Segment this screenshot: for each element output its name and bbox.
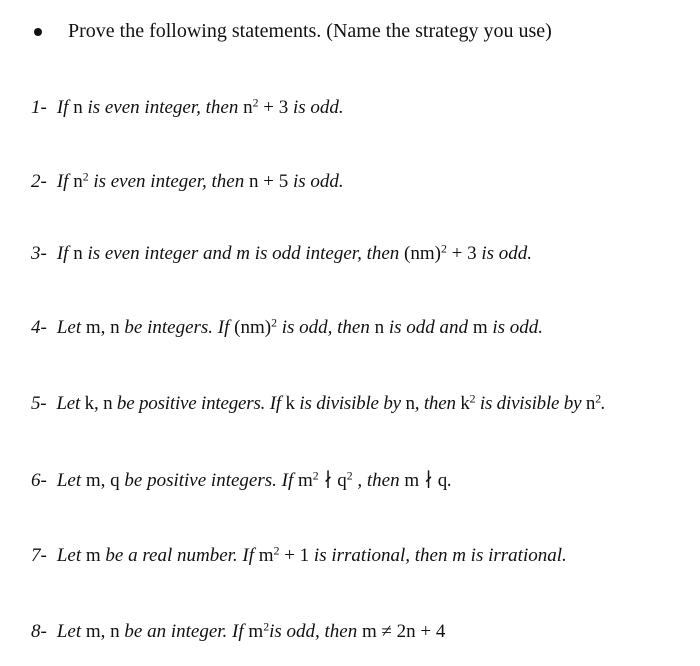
instructions-header	[30, 20, 552, 43]
statement-text: .	[447, 470, 452, 491]
statement-text: is even integer and m is odd integer, then	[82, 243, 405, 264]
statement-4	[31, 317, 543, 339]
statement-text: Let	[56, 621, 86, 642]
math-expression: n	[73, 243, 83, 264]
statement-text: is odd.	[288, 171, 344, 192]
math-expression: m, n	[85, 317, 120, 338]
statement-text: be a real number. If	[100, 545, 259, 566]
math-expression: m, q	[85, 470, 120, 491]
statement-number: 4-	[31, 317, 47, 338]
math-expression: + 3	[258, 97, 289, 118]
exponent: 2	[271, 316, 277, 330]
exponent: 2	[312, 469, 319, 483]
statement-text: is odd, then	[269, 621, 362, 642]
statement-text: is odd and	[384, 317, 473, 338]
statement-text: is irrational, then m is irrational.	[309, 545, 567, 566]
statement-text: is even integer, then	[88, 171, 249, 192]
exponent: 2	[346, 469, 353, 483]
exponent: 2	[252, 96, 259, 110]
statement-text: Let	[56, 317, 86, 338]
statement-text: is odd.	[487, 317, 544, 338]
math-expression: n	[73, 171, 83, 192]
math-expression: m	[85, 545, 101, 566]
math-expression: n	[405, 393, 415, 414]
bullet-icon	[34, 28, 42, 36]
statement-number: 8-	[31, 621, 47, 642]
math-expression: n	[243, 97, 253, 118]
statement-text: be an integer. If	[119, 621, 249, 642]
statement-text: be integers. If	[119, 317, 235, 338]
exponent: 2	[82, 170, 89, 184]
exponent: 2	[469, 392, 476, 406]
statement-text: is divisible by	[294, 393, 406, 414]
math-expression: n	[585, 393, 596, 414]
statement-text: is odd, then	[276, 317, 375, 338]
statement-text: , then	[414, 393, 461, 414]
exponent: 2	[273, 544, 280, 558]
statement-number: 1-	[31, 97, 47, 118]
exponent: 2	[263, 620, 270, 634]
statement-text: be positive integers. If	[112, 393, 286, 414]
math-expression: m	[248, 621, 264, 642]
math-expression: n + 5	[248, 171, 289, 192]
math-expression: + 1	[279, 545, 310, 566]
statement-text: is divisible by	[475, 393, 586, 414]
statement-8	[31, 621, 445, 643]
math-expression: m ≠ 2n + 4	[361, 621, 446, 642]
statement-text: Let	[56, 393, 85, 414]
exponent: 2	[595, 392, 601, 406]
statement-2	[31, 171, 344, 193]
statement-text: Let	[56, 545, 86, 566]
statement-number: 3-	[31, 243, 47, 264]
statement-number: 5-	[31, 393, 47, 414]
math-expression: m, n	[85, 621, 120, 642]
statement-5	[31, 393, 605, 415]
math-expression: k	[285, 393, 295, 414]
statement-number: 6-	[31, 470, 47, 491]
statement-text: If	[56, 97, 74, 118]
math-expression: m	[472, 317, 488, 338]
math-expression: m	[258, 545, 274, 566]
math-expression: (nm)	[404, 243, 441, 264]
instructions-text: Prove the following statements. (Name the strategy you use)	[68, 20, 552, 42]
math-expression: n	[374, 317, 385, 338]
statement-text: .	[600, 393, 606, 414]
statement-6	[31, 469, 452, 492]
statement-number: 2-	[31, 171, 47, 192]
statement-3	[31, 243, 532, 265]
statement-text: be positive integers. If	[119, 470, 298, 491]
math-expression: k, n	[84, 393, 113, 414]
statement-text: , then	[352, 470, 405, 491]
math-expression: k	[460, 393, 470, 414]
statement-text: Let	[56, 470, 86, 491]
math-expression: m ∤ q	[404, 470, 448, 491]
statement-7	[31, 545, 567, 567]
math-expression: (nm)	[234, 317, 272, 338]
statement-text: is odd.	[288, 97, 344, 118]
statement-text: If	[56, 243, 74, 264]
math-expression: n	[73, 97, 83, 118]
statement-text: If	[56, 171, 74, 192]
statement-text: is even integer, then	[82, 97, 244, 118]
math-expression: + 3	[446, 243, 477, 264]
exponent: 2	[440, 242, 447, 256]
statement-number: 7-	[31, 545, 47, 566]
statement-text: is odd.	[476, 243, 533, 264]
statement-1	[31, 97, 344, 119]
math-expression: ∤ q	[318, 470, 347, 491]
math-expression: m	[298, 470, 313, 491]
